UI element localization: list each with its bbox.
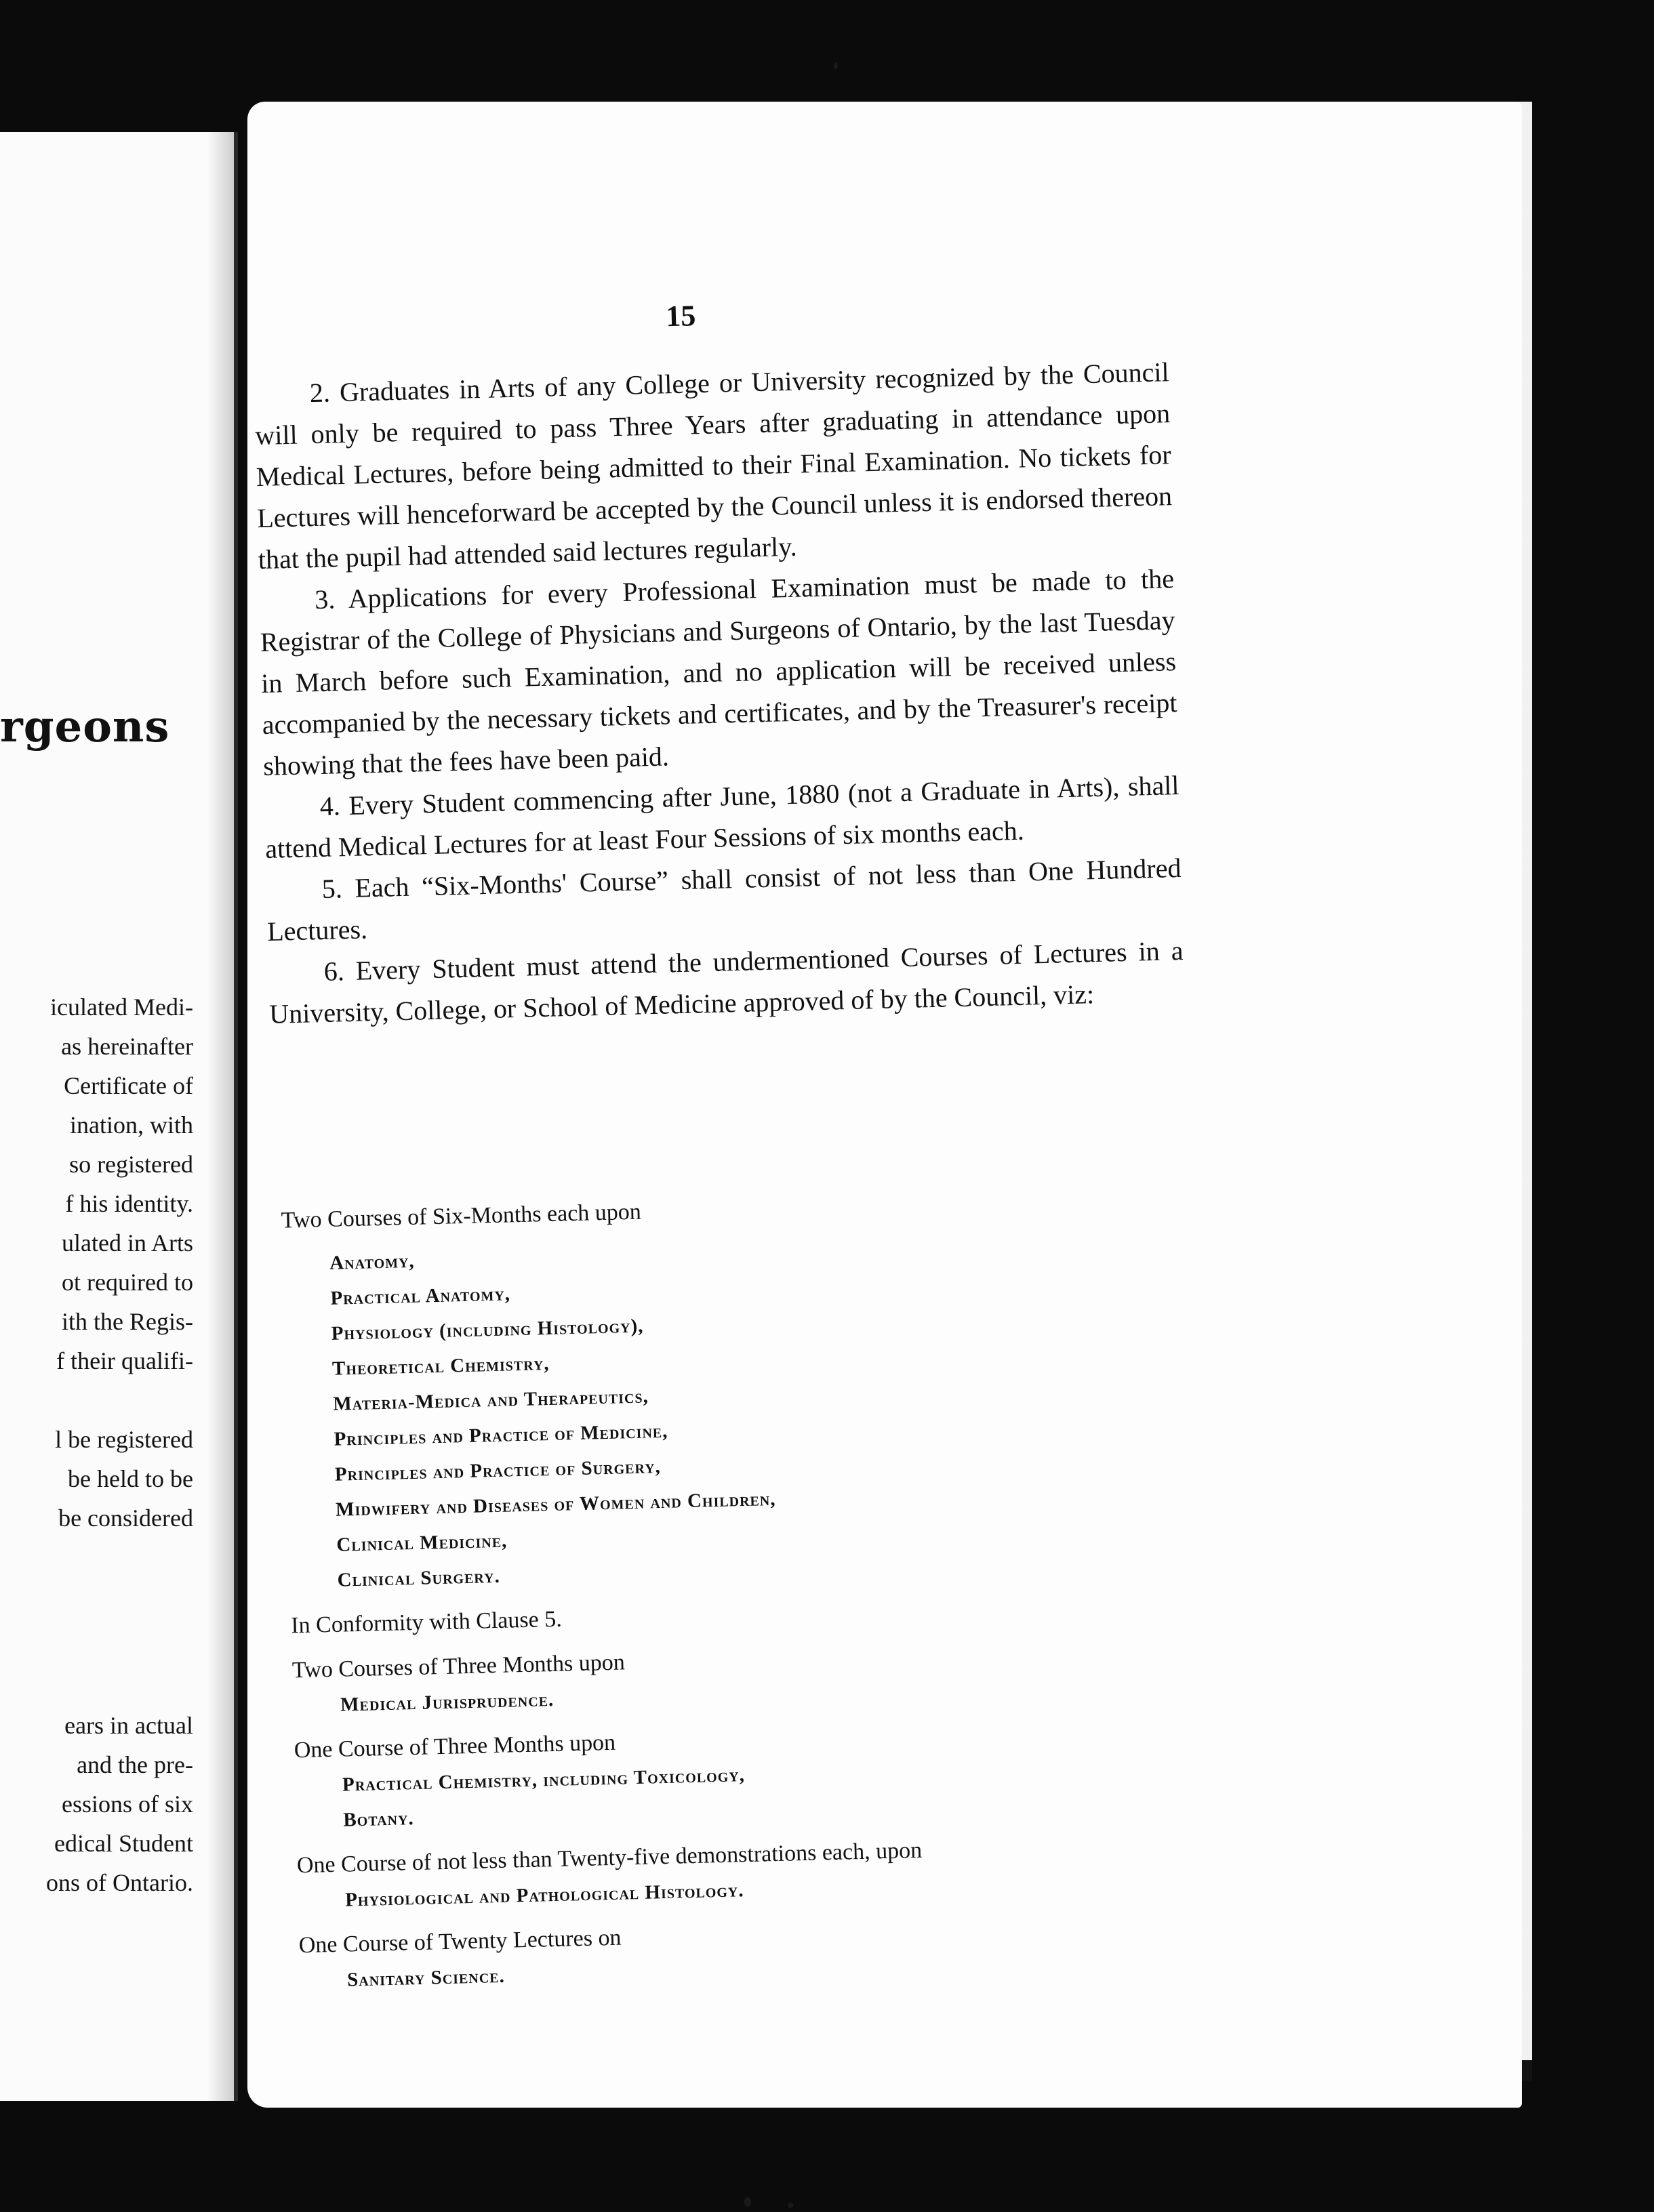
scan-speck <box>744 2197 751 2207</box>
subject-item: Principles and Practice of Medicine, <box>334 1420 668 1450</box>
paragraph-5: 5. Each “Six-Months' Course” shall consist of not less than One Hundred Lectures. <box>266 852 1182 947</box>
subject-item: Theoretical Chemistry, <box>331 1352 550 1380</box>
subject-item: Practical Chemistry, including Toxicology, <box>342 1764 746 1796</box>
course-group-intro: In Conformity with Clause 5. <box>290 1606 563 1639</box>
left-text-line: iculated Medi- <box>50 994 193 1021</box>
paragraph-6: 6. Every Student must attend the undermentioned Courses of Lectures in a University, College, or School of Medicine approved of by the Council, viz: <box>268 935 1184 1029</box>
left-page-heading-fragment: rgeons <box>0 701 170 752</box>
left-text-line: ith the Regis- <box>62 1308 193 1335</box>
paragraph-3: 3. Applications for every Professional Examination must be made to the Registrar of the College of Physicians and Surgeons of Ontario, by the last Tuesday in March before such Examination, and no application will be received unless accompanied by the necessary tickets and certificates, and by the Treasurer's receipt showing that the fees have been paid. <box>260 563 1177 782</box>
page-number: 15 <box>665 299 696 333</box>
left-text-line: essions of six <box>61 1790 193 1818</box>
scan-speck <box>788 2203 793 2208</box>
left-text-line: f his identity. <box>65 1190 193 1217</box>
subject-item: Anatomy, <box>329 1250 416 1274</box>
left-text-line: ot required to <box>62 1269 193 1296</box>
left-text-line: ears in actual <box>64 1712 193 1739</box>
subject-item: Sanitary Science. <box>346 1965 506 1991</box>
subject-item: Practical Anatomy, <box>330 1283 511 1309</box>
subject-list <box>282 1227 1104 1599</box>
subject-item: Clinical Medicine, <box>336 1530 508 1556</box>
left-text-line: and the pre- <box>77 1751 193 1778</box>
paragraph-4: 4. Every Student commencing after June, 1880 (not a Graduate in Arts), shall attend Medical Lectures for at least Four Sessions of six months each. <box>264 770 1179 864</box>
course-group-intro: Two Courses of Three Months upon <box>291 1650 626 1683</box>
left-text-line: Certificate of <box>64 1072 193 1099</box>
left-text-line: l be registered <box>55 1426 193 1453</box>
left-text-line: ulated in Arts <box>62 1229 193 1256</box>
subject-item: Physiology (including Histology), <box>331 1315 644 1345</box>
subject-item: Materia-Medica and Therapeutics, <box>332 1385 649 1415</box>
body-text <box>254 351 1184 1035</box>
subject-item: Midwifery and Diseases of Women and Children, <box>335 1488 776 1521</box>
left-text-line: as hereinafter <box>61 1033 193 1060</box>
course-group-intro: Two Courses of Six-Months each upon <box>281 1199 642 1233</box>
subject-item: Medical Jurisprudence. <box>340 1688 554 1716</box>
left-text-line: ons of Ontario. <box>46 1869 193 1896</box>
left-text-line: be considered <box>58 1504 193 1532</box>
subject-item: Clinical Surgery. <box>337 1565 501 1591</box>
left-text-line: f their qualifi- <box>56 1347 193 1374</box>
course-group-intro: One Course of Twenty Lectures on <box>298 1925 622 1959</box>
subject-item: Principles and Practice of Surgery, <box>334 1456 662 1486</box>
course-group-intro: One Course of Three Months upon <box>294 1729 616 1763</box>
subject-item: Physiological and Pathological Histology. <box>344 1879 744 1911</box>
subject-item: Botany. <box>342 1807 415 1831</box>
left-text-line: so registered <box>69 1151 193 1178</box>
left-text-line: be held to be <box>68 1465 193 1492</box>
scan-speck <box>834 62 838 69</box>
left-text-line: edical Student <box>54 1830 193 1857</box>
left-text-line: ination, with <box>70 1111 193 1139</box>
course-group-intro: One Course of not less than Twenty-five demonstrations each, upon <box>296 1837 923 1879</box>
paragraph-2: 2. Graduates in Arts of any College or University recognized by the Council will only be required to pass Three Years after graduating in attendance upon Medical Lectures, before being admitted to their Final Examination. No tickets for Lectures will henceforward be accepted by the Council unless it is endorsed thereon that the pupil had attended said lectures regularly. <box>254 356 1173 575</box>
course-list <box>281 1183 1113 1999</box>
